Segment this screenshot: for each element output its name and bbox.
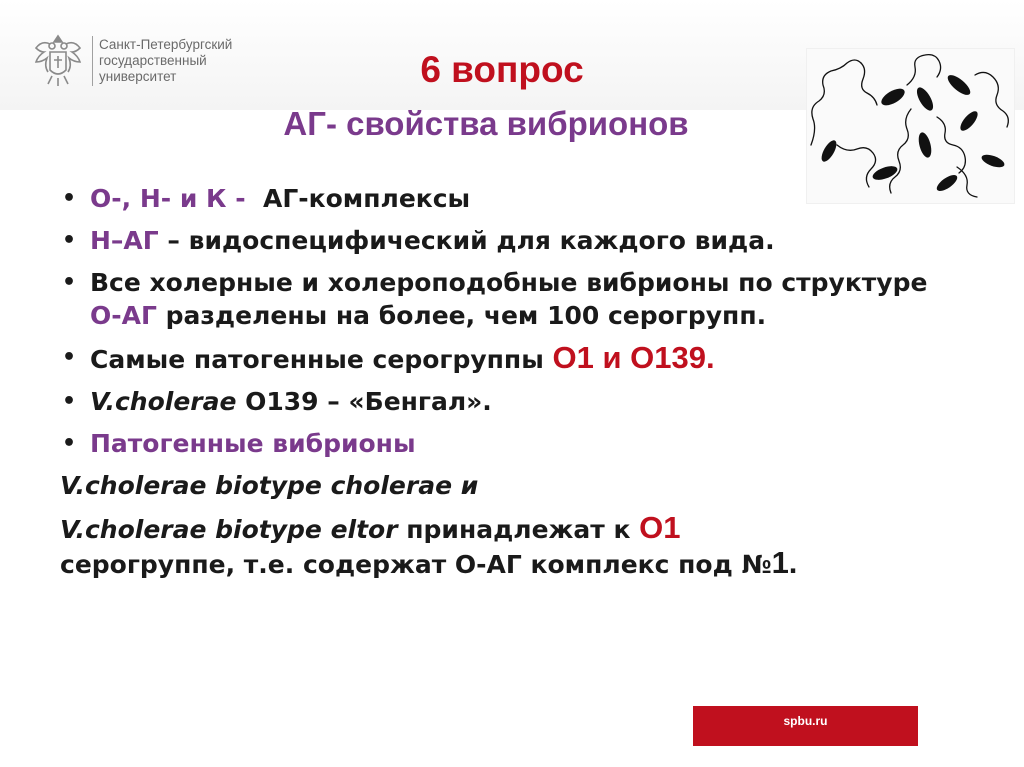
bullet-list [60,182,960,460]
paragraph-line-3 [60,546,960,581]
bullet-item-6 [60,427,960,460]
slide-body [60,182,960,590]
bullet-4-highlight: О1 и О139. [552,340,715,375]
vibrio-bacteria-illustration [806,48,1015,204]
bullet-3-highlight: О-АГ [90,301,157,330]
bullet-item-2 [60,224,960,257]
university-name-line-3: университет [99,69,177,84]
bullet-2-highlight: Н–АГ [90,226,159,255]
bullet-item-4 [60,341,960,376]
bullet-5-text: О139 – «Бенгал». [236,387,492,416]
paragraph-line-1 [60,469,960,502]
bullet-item-1 [60,182,960,215]
paragraph-line-3-text: серогруппе, т.е. содержат О-АГ комплекс под № [60,550,772,579]
bullet-3-text-start: Все холерные и холероподобные вибрионы по структуре [90,268,928,297]
bullet-item-5 [60,385,960,418]
bullet-4-text: Самые патогенные серогруппы [90,345,553,374]
paragraph-line-2 [60,511,960,546]
bullet-item-3 [60,266,960,332]
paragraph-line-2-text: принадлежат к [397,515,640,544]
paragraph-line-3-number: 1. [771,545,798,580]
bullet-3-text-end: разделены на более, чем 100 серогрупп. [156,301,767,330]
bullet-5-species: V.cholerae [90,387,237,416]
university-name-line-2: государственный [99,53,207,68]
footer-site-link[interactable]: spbu.ru [783,714,828,728]
bullet-2-text: – видоспецифический для каждого вида. [167,226,775,255]
slide-title: 6 вопрос [420,49,584,90]
paragraph-line-1-text: V.cholerae biotype cholerae и [60,471,479,500]
university-name-line-1: Санкт-Петербургский [99,37,233,52]
paragraph-line-2-species: V.cholerae biotype eltor [60,515,398,544]
paragraph-line-2-highlight: О1 [639,510,681,545]
slide-subtitle: АГ- свойства вибрионов [283,105,689,142]
bullet-6-text: Патогенные вибрионы [90,429,416,458]
bullet-1-highlight: О-, Н- и К - [90,184,246,213]
bullet-1-text: АГ-комплексы [263,184,471,213]
